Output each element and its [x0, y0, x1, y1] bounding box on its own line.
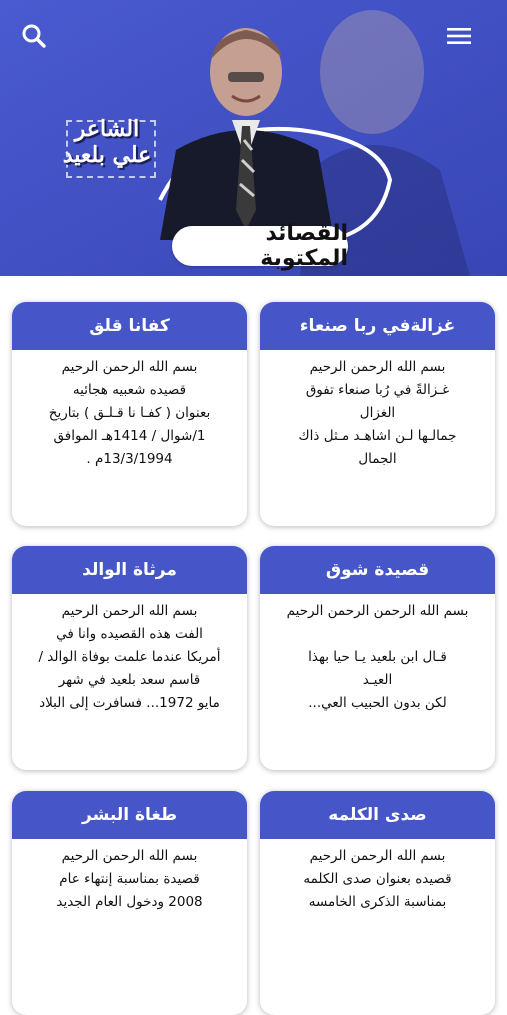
poem-card[interactable] [260, 302, 495, 526]
poem-card-title: طغاة البشر [12, 791, 247, 839]
poem-card[interactable] [12, 791, 247, 1015]
poem-card-excerpt: بسم الله الرحمن الرحيم قصيده بعنوان صدى الكلمه بمناسبة الذكرى الخامسه [303, 848, 452, 910]
poem-card-title: كفانا قلق [12, 302, 247, 350]
poem-card-title: صدى الكلمه [260, 791, 495, 839]
menu-button[interactable] [437, 14, 481, 58]
poem-card[interactable] [260, 791, 495, 1015]
search-button[interactable] [12, 14, 56, 58]
poem-card[interactable] [260, 546, 495, 770]
poem-card-excerpt: بسم الله الرحمن الرحيم غـزالةً في رُبا صنعاء تفوق الغزال جمالـها لـن اشاهـد مـثل ذاك الجمال [298, 359, 457, 467]
poem-card-title: مرثاة الوالد [12, 546, 247, 594]
poem-card[interactable] [12, 302, 247, 526]
poem-card[interactable] [12, 546, 247, 770]
poems-grid [0, 276, 507, 910]
hamburger-menu-icon [447, 27, 471, 45]
app-header [0, 0, 507, 276]
poem-card-title: غزالةفي ربا صنعاء [260, 302, 495, 350]
poem-card-excerpt: بسم الله الرحمن الرحيم قصيدة بمناسبة إنتهاء عام 2008 ودخول العام الجديد [56, 848, 203, 910]
poem-card-excerpt: بسم الله الرحمن الرحيم قصيده شعبيه هجائيه بعنوان ( كفـا نا قـلـق ) بتاريخ 1/شوال / 1414هـ الموافق 13/3/1994م . [48, 359, 211, 467]
poem-card-title: قصيدة شوق [260, 546, 495, 594]
poem-card-excerpt: بسم الله الرحمن الرحمن الرحيم قـال ابن بلعيد يـا حيا بهذا العيـد لكن بدون الحبيب العي... [286, 603, 469, 711]
poet-name: الشاعر علي بلعيد [62, 116, 152, 168]
search-icon [21, 23, 47, 49]
banner-title: القصائد المكتوبة [172, 226, 348, 266]
poem-card-excerpt: بسم الله الرحمن الرحيم الفت هذه القصيده وانا في أمريكا عندما علمت بوفاة الوالد / قاسم سعد بلعيد في شهر مايو 1972... فسافرت إلى البلاد [38, 603, 221, 711]
